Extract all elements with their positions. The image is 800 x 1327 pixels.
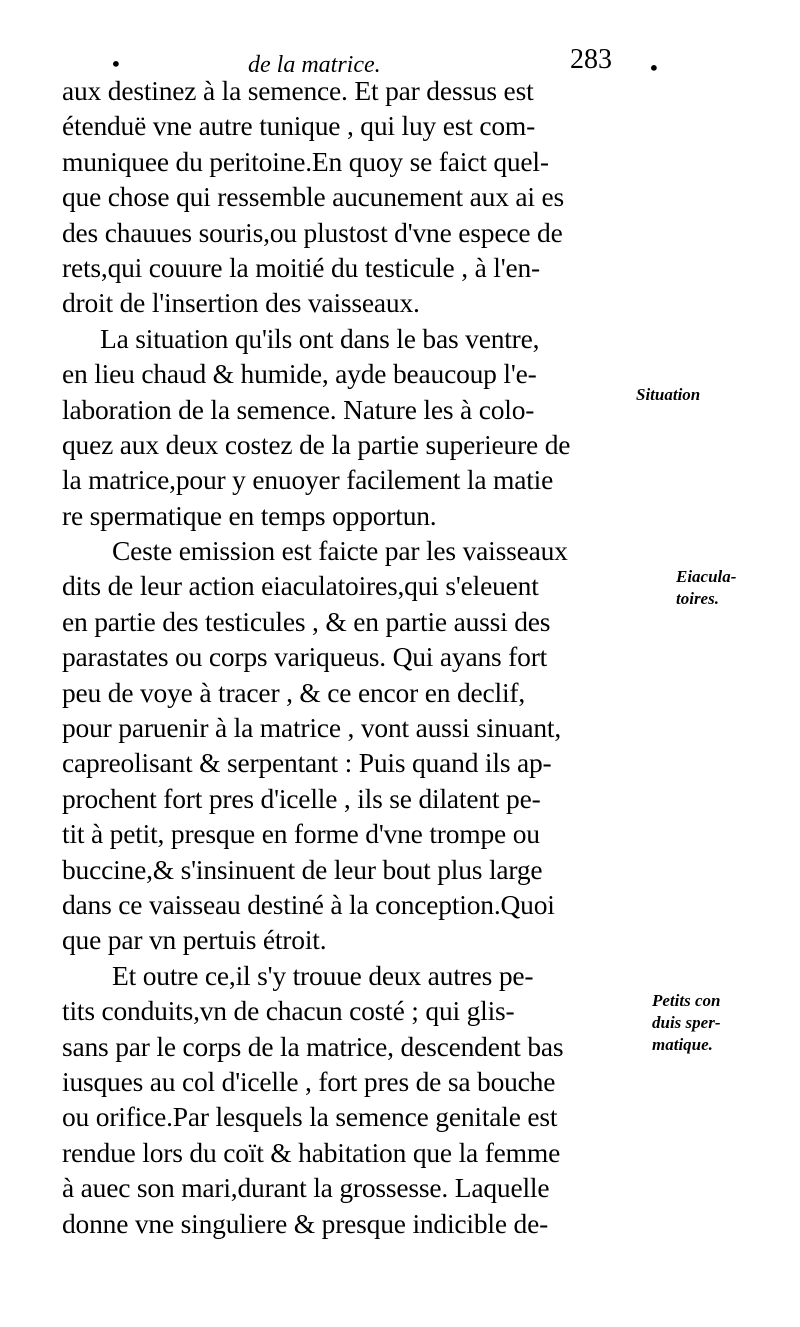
text-line: capreolisant & serpentant : Puis quand ils ap- [62,747,552,779]
text-line: rets,qui couure la moitié du testicule , à l'en- [62,251,540,283]
text-line: en lieu chaud & humide, ayde beaucoup l'e- [62,358,537,390]
header-ornament-right: • [648,56,660,80]
text-line: buccine,& s'insinuent de leur bout plus large [62,853,543,885]
text-line: laboration de la semence. Nature les à colo- [62,393,535,425]
page-number: 283 [570,44,612,75]
running-title: de la matrice. [248,52,381,78]
text-line: aux destinez à la semence. Et par dessus est [62,75,534,106]
text-line: parastates ou corps variqueus. Qui ayans fort [62,641,548,673]
header-ornament-left: • [110,52,122,76]
text-line: sans par le corps de la matrice, descendent bas [62,1030,564,1062]
text-line: dits de leur action eiaculatoires,qui s'eleuent [62,570,539,602]
text-line: peu de voye à tracer , & ce encor en declif, [62,676,526,708]
margin-note-eiaculatoires: Eiacula- toires. [676,567,737,608]
text-line: donne vne singuliere & presque indicible de- [62,1207,549,1239]
text-line: rendue lors du coït & habitation que la femme [62,1136,561,1168]
text-line: tit à petit, presque en forme d'vne trompe ou [62,818,540,850]
text-line: des chauues souris,ou plustost d'vne espece de [62,216,563,248]
text-line: droit de l'insertion des vaisseaux. [62,287,420,319]
text-line: Ceste emission est faicte par les vaisseaux [112,535,568,567]
margin-note-situation: Situation [636,385,701,404]
text-line: étenduë vne autre tunique , qui luy est com- [62,110,536,142]
text-line: pour paruenir à la matrice , vont aussi sinuant, [62,712,562,744]
main-text-block [62,73,642,1241]
text-line: tits conduits,vn de chacun costé ; qui glis- [62,995,515,1027]
text-line: iusques au col d'icelle , fort pres de sa bouche [62,1065,556,1097]
text-line: Et outre ce,il s'y trouue deux autres pe- [112,959,534,991]
text-line: en partie des testicules , & en partie aussi des [62,605,551,637]
text-line: quez aux deux costez de la partie superieure de [62,428,571,460]
text-line: re spermatique en temps opportun. [62,499,437,531]
text-line: prochent fort pres d'icelle , ils se dilatent pe- [62,782,541,814]
text-line: muniquee du peritoine.En quoy se faict quel- [62,145,549,177]
text-line: dans ce vaisseau destiné à la conception.Quoi [62,888,555,920]
text-line: que chose qui ressemble aucunement aux ai es [62,181,565,213]
text-line: la matrice,pour y enuoyer facilement la matie [62,464,554,496]
text-line: à auec son mari,durant la grossesse. Laquelle [62,1172,550,1204]
margin-note-petits-conduits: Petits con duis sper- matique. [652,991,721,1054]
text-line: La situation qu'ils ont dans le bas ventre, [100,322,540,354]
text-line: que par vn pertuis étroit. [62,924,327,956]
text-line: ou orifice.Par lesquels la semence genitale est [62,1101,558,1133]
